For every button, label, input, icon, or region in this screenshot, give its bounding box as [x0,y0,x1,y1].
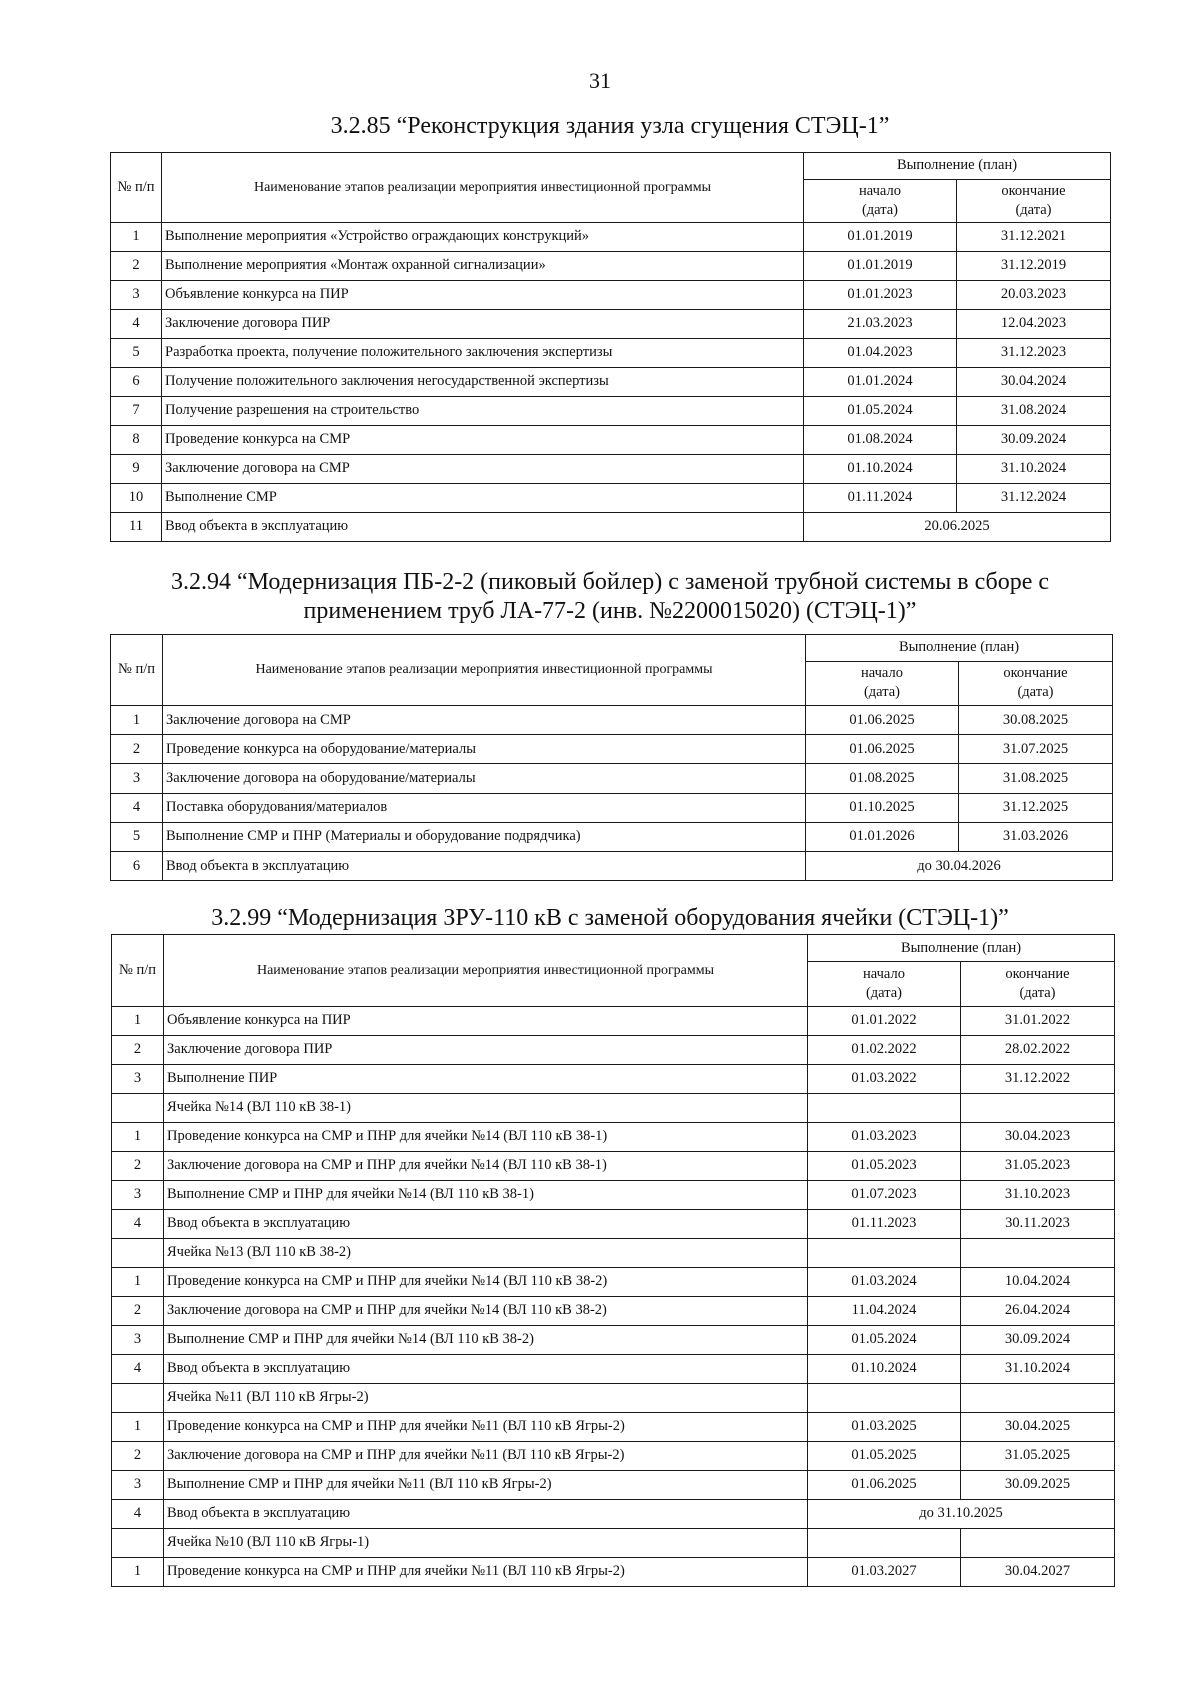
row-stage-name: Ввод объекта в эксплуатацию [164,1354,808,1383]
table-row [111,793,1113,822]
table-row [112,1499,1115,1528]
row-end-date: 31.12.2025 [959,793,1113,822]
header-start-line: начало [859,182,901,199]
table-row [112,1354,1115,1383]
table-subheader-row [112,1093,1115,1122]
row-end-date: 31.08.2024 [957,396,1111,425]
table-row [111,735,1113,764]
row-stage-name: Ввод объекта в эксплуатацию [162,512,804,541]
row-number: 1 [111,222,162,251]
row-number: 2 [112,1151,164,1180]
row-stage-name: Проведение конкурса на оборудование/материалы [163,735,806,764]
row-stage-name: Объявление конкурса на ПИР [164,1006,808,1035]
row-stage-name: Заключение договора на СМР и ПНР для ячейки №14 (ВЛ 110 кВ 38-2) [164,1296,808,1325]
header-start-line: (дата) [861,201,899,218]
row-stage-name: Проведение конкурса на СМР и ПНР для ячейки №11 (ВЛ 110 кВ Ягры-2) [164,1557,808,1586]
row-number: 4 [112,1354,164,1383]
schedule-table [111,934,1115,1587]
row-end-date: 31.12.2021 [957,222,1111,251]
header-execution-plan: Выполнение (план) [804,153,1111,180]
row-start-date: 01.01.2024 [804,367,957,396]
row-number: 3 [112,1470,164,1499]
row-stage-name: Выполнение СМР и ПНР (Материалы и оборудование подрядчика) [163,822,806,851]
row-start-date: 01.11.2024 [804,483,957,512]
table-row [112,1412,1115,1441]
table-row [111,822,1113,851]
row-end-date: 31.01.2022 [961,1006,1115,1035]
row-stage-name: Выполнение СМР [162,483,804,512]
row-end-date: 31.12.2023 [957,338,1111,367]
row-start-date: 01.01.2022 [808,1006,961,1035]
row-start-date: 01.04.2023 [804,338,957,367]
row-deadline-date: 20.06.2025 [804,512,1111,541]
table-row [111,222,1111,251]
header-end-date [959,661,1113,705]
schedule-table [110,152,1111,542]
row-stage-name: Проведение конкурса на СМР и ПНР для ячейки №14 (ВЛ 110 кВ 38-1) [164,1122,808,1151]
table-row [111,851,1113,880]
header-number: № п/п [112,935,164,1007]
row-start-date: 01.03.2022 [808,1064,961,1093]
table-row [112,1035,1115,1064]
table-row [112,1325,1115,1354]
row-start-date: 01.08.2024 [804,425,957,454]
header-end-line: (дата) [1017,684,1054,701]
row-end-date: 30.04.2024 [957,367,1111,396]
row-end-date: 30.11.2023 [961,1209,1115,1238]
row-end-date: 30.04.2027 [961,1557,1115,1586]
row-start-date: 01.05.2025 [808,1441,961,1470]
row-end-date: 31.12.2022 [961,1064,1115,1093]
table-subheader-row [112,1383,1115,1412]
table-row [111,367,1111,396]
row-number: 1 [112,1557,164,1586]
table-row [112,1122,1115,1151]
table-row [111,425,1111,454]
row-end-date: 30.08.2025 [959,705,1113,734]
row-stage-name: Заключение договора ПИР [164,1035,808,1064]
row-start-date: 01.01.2026 [806,822,959,851]
row-end-date: 31.08.2025 [959,764,1113,793]
table-row [112,1064,1115,1093]
header-number: № п/п [111,153,162,223]
row-start-date [808,1093,961,1122]
row-start-date: 01.08.2025 [806,764,959,793]
page-number: 31 [589,68,611,93]
row-deadline-date: до 31.10.2025 [808,1499,1115,1528]
table-row [112,1006,1115,1035]
row-start-date: 21.03.2023 [804,309,957,338]
table-row [111,338,1111,367]
row-number: 3 [112,1325,164,1354]
header-end-line: окончание [1001,182,1066,199]
section-title [110,568,1110,626]
row-number: 3 [111,280,162,309]
row-number: 4 [111,309,162,338]
row-number: 4 [111,793,163,822]
row-stage-name: Ячейка №11 (ВЛ 110 кВ Ягры-2) [164,1383,808,1412]
row-start-date [808,1383,961,1412]
section-title [110,904,1110,933]
table-row [112,1209,1115,1238]
row-start-date [808,1528,961,1557]
table-row [111,512,1111,541]
row-start-date: 01.03.2024 [808,1267,961,1296]
row-number: 9 [111,454,162,483]
table-row [112,1470,1115,1499]
row-end-date: 31.03.2026 [959,822,1113,851]
row-number: 1 [112,1122,164,1151]
row-number: 1 [111,705,163,734]
table-row [112,1296,1115,1325]
row-stage-name: Проведение конкурса на СМР и ПНР для ячейки №14 (ВЛ 110 кВ 38-2) [164,1267,808,1296]
row-stage-name: Выполнение СМР и ПНР для ячейки №14 (ВЛ 110 кВ 38-2) [164,1325,808,1354]
row-end-date: 28.02.2022 [961,1035,1115,1064]
header-start-line: начало [863,966,905,983]
row-stage-name: Заключение договора на оборудование/материалы [163,764,806,793]
table-row [112,1267,1115,1296]
row-number [112,1093,164,1122]
header-execution-plan: Выполнение (план) [808,935,1115,962]
table-row [112,1441,1115,1470]
table-row [112,1557,1115,1586]
row-end-date [961,1238,1115,1267]
row-end-date: 30.04.2025 [961,1412,1115,1441]
row-start-date: 01.05.2024 [808,1325,961,1354]
row-start-date: 01.10.2025 [806,793,959,822]
row-end-date: 12.04.2023 [957,309,1111,338]
row-stage-name: Ввод объекта в эксплуатацию [164,1209,808,1238]
row-end-date [961,1383,1115,1412]
table-row [111,483,1111,512]
row-number [112,1238,164,1267]
row-stage-name: Ввод объекта в эксплуатацию [164,1499,808,1528]
row-number: 7 [111,396,162,425]
header-end-line: (дата) [1019,985,1056,1002]
row-stage-name: Заключение договора на СМР и ПНР для ячейки №14 (ВЛ 110 кВ 38-1) [164,1151,808,1180]
header-end-line: (дата) [1015,201,1052,218]
row-end-date: 31.10.2024 [957,454,1111,483]
row-end-date: 31.10.2024 [961,1354,1115,1383]
header-end-date [957,179,1111,222]
row-stage-name: Проведение конкурса на СМР [162,425,804,454]
row-end-date: 20.03.2023 [957,280,1111,309]
row-number: 2 [112,1441,164,1470]
row-number: 2 [111,735,163,764]
row-number: 6 [111,851,163,880]
header-start-line: (дата) [865,985,903,1002]
row-number: 5 [111,822,163,851]
row-stage-name: Поставка оборудования/материалов [163,793,806,822]
row-stage-name: Объявление конкурса на ПИР [162,280,804,309]
row-end-date: 31.12.2019 [957,251,1111,280]
row-stage-name: Ячейка №13 (ВЛ 110 кВ 38-2) [164,1238,808,1267]
row-start-date: 01.11.2023 [808,1209,961,1238]
row-start-date: 01.01.2019 [804,222,957,251]
header-execution-plan: Выполнение (план) [806,635,1113,662]
table-row [111,764,1113,793]
row-number: 1 [112,1267,164,1296]
table-row [111,396,1111,425]
section-title-line: 3.2.99 “Модернизация ЗРУ-110 кВ с заменой оборудования ячейки (СТЭЦ-1)” [211,905,1009,931]
row-end-date: 30.09.2025 [961,1470,1115,1499]
table-subheader-row [112,1238,1115,1267]
row-stage-name: Заключение договора на СМР [163,705,806,734]
header-stage-name: Наименование этапов реализации мероприятия инвестиционной программы [163,635,806,706]
header-start-line: (дата) [863,684,901,701]
row-start-date: 01.03.2023 [808,1122,961,1151]
header-end-line: окончание [1003,665,1068,682]
row-stage-name: Получение разрешения на строительство [162,396,804,425]
row-end-date: 30.09.2024 [957,425,1111,454]
header-number: № п/п [111,635,163,706]
header-start-line: начало [861,665,903,682]
row-number: 5 [111,338,162,367]
row-number [112,1383,164,1412]
row-number: 11 [111,512,162,541]
section-title-line: 3.2.94 “Модернизация ПБ-2-2 (пиковый бойлер) с заменой трубной системы в сборе с [170,569,1050,595]
row-number: 3 [112,1064,164,1093]
row-start-date: 01.05.2023 [808,1151,961,1180]
row-start-date: 01.06.2025 [806,705,959,734]
table-row [112,1151,1115,1180]
row-start-date: 01.06.2025 [808,1470,961,1499]
row-stage-name: Выполнение ПИР [164,1064,808,1093]
row-start-date: 01.05.2024 [804,396,957,425]
row-stage-name: Разработка проекта, получение положительного заключения экспертизы [162,338,804,367]
section-title-line: применением труб ЛА-77-2 (инв. №2200015020) (СТЭЦ-1)” [303,598,917,624]
row-start-date: 01.03.2025 [808,1412,961,1441]
header-stage-name: Наименование этапов реализации мероприятия инвестиционной программы [164,935,808,1007]
row-end-date: 31.05.2025 [961,1441,1115,1470]
row-number: 2 [111,251,162,280]
row-number: 6 [111,367,162,396]
row-start-date [808,1238,961,1267]
row-stage-name: Выполнение мероприятия «Устройство ограждающих конструкций» [162,222,804,251]
row-end-date: 31.10.2023 [961,1180,1115,1209]
row-start-date: 01.10.2024 [804,454,957,483]
row-end-date: 31.05.2023 [961,1151,1115,1180]
header-end-date [961,962,1115,1007]
section-title-line: 3.2.85 “Реконструкция здания узла сгущения СТЭЦ-1” [330,113,890,139]
row-deadline-date: до 30.04.2026 [806,851,1113,880]
row-start-date: 01.06.2025 [806,735,959,764]
row-number: 3 [112,1180,164,1209]
row-stage-name: Ячейка №10 (ВЛ 110 кВ Ягры-1) [164,1528,808,1557]
row-start-date: 11.04.2024 [808,1296,961,1325]
row-stage-name: Заключение договора на СМР [162,454,804,483]
table-row [111,280,1111,309]
row-start-date: 01.01.2019 [804,251,957,280]
row-end-date: 31.12.2024 [957,483,1111,512]
row-stage-name: Получение положительного заключения негосударственной экспертизы [162,367,804,396]
header-end-line: окончание [1005,966,1070,983]
section-title [110,112,1110,141]
row-stage-name: Ячейка №14 (ВЛ 110 кВ 38-1) [164,1093,808,1122]
schedule-table [110,634,1113,881]
row-number [112,1528,164,1557]
row-number: 10 [111,483,162,512]
header-start-date [806,661,959,705]
row-end-date: 31.07.2025 [959,735,1113,764]
row-start-date: 01.07.2023 [808,1180,961,1209]
row-stage-name: Заключение договора на СМР и ПНР для ячейки №11 (ВЛ 110 кВ Ягры-2) [164,1441,808,1470]
table-row [112,1180,1115,1209]
row-start-date: 01.10.2024 [808,1354,961,1383]
row-stage-name: Выполнение СМР и ПНР для ячейки №11 (ВЛ 110 кВ Ягры-2) [164,1470,808,1499]
header-start-date [804,179,957,222]
row-number: 1 [112,1006,164,1035]
table-row [111,705,1113,734]
row-stage-name: Заключение договора ПИР [162,309,804,338]
row-end-date: 30.04.2023 [961,1122,1115,1151]
row-number: 8 [111,425,162,454]
row-start-date: 01.03.2027 [808,1557,961,1586]
table-row [111,454,1111,483]
row-end-date [961,1528,1115,1557]
row-number: 4 [112,1499,164,1528]
table-subheader-row [112,1528,1115,1557]
row-number: 1 [112,1412,164,1441]
row-number: 2 [112,1035,164,1064]
row-number: 2 [112,1296,164,1325]
header-start-date [808,962,961,1007]
table-row [111,251,1111,280]
row-end-date: 30.09.2024 [961,1325,1115,1354]
row-end-date: 10.04.2024 [961,1267,1115,1296]
row-end-date: 26.04.2024 [961,1296,1115,1325]
header-stage-name: Наименование этапов реализации мероприятия инвестиционной программы [162,153,804,223]
table-row [111,309,1111,338]
row-stage-name: Выполнение СМР и ПНР для ячейки №14 (ВЛ 110 кВ 38-1) [164,1180,808,1209]
row-stage-name: Проведение конкурса на СМР и ПНР для ячейки №11 (ВЛ 110 кВ Ягры-2) [164,1412,808,1441]
row-start-date: 01.02.2022 [808,1035,961,1064]
row-stage-name: Ввод объекта в эксплуатацию [163,851,806,880]
row-end-date [961,1093,1115,1122]
row-number: 3 [111,764,163,793]
row-stage-name: Выполнение мероприятия «Монтаж охранной сигнализации» [162,251,804,280]
row-start-date: 01.01.2023 [804,280,957,309]
row-number: 4 [112,1209,164,1238]
